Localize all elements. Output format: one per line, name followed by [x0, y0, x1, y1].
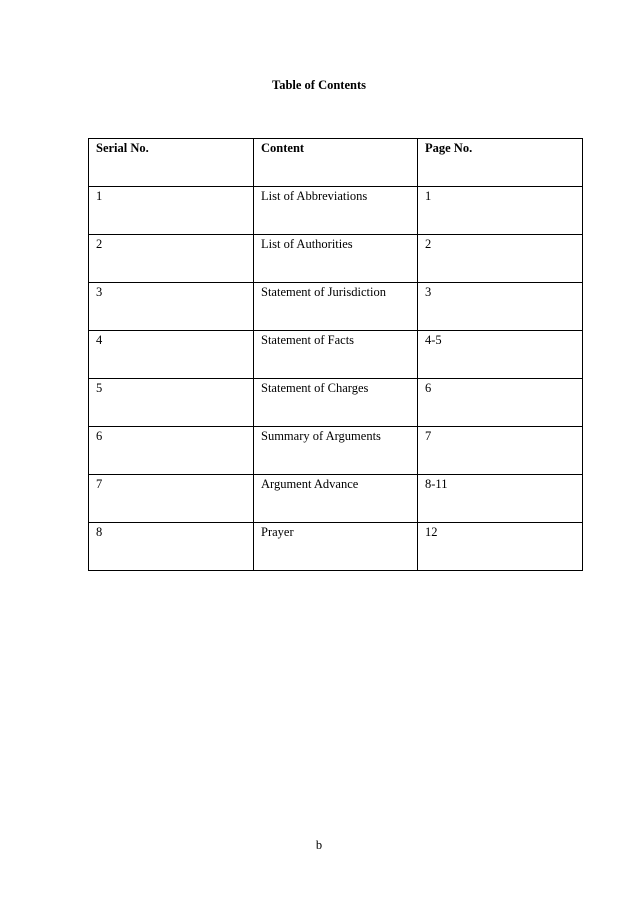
serial-cell: 3 — [89, 283, 254, 331]
table-row — [89, 187, 583, 235]
page-cell: 1 — [418, 187, 583, 235]
content-cell: List of Abbreviations — [254, 187, 418, 235]
page-cell: 8-11 — [418, 475, 583, 523]
serial-cell: 7 — [89, 475, 254, 523]
table-row — [89, 331, 583, 379]
content-cell: Statement of Jurisdiction — [254, 283, 418, 331]
page-cell: 6 — [418, 379, 583, 427]
content-cell: List of Authorities — [254, 235, 418, 283]
serial-cell: 4 — [89, 331, 254, 379]
table-header-row — [89, 139, 583, 187]
column-header-content: Content — [254, 139, 418, 187]
content-cell: Statement of Facts — [254, 331, 418, 379]
serial-cell: 6 — [89, 427, 254, 475]
serial-cell: 2 — [89, 235, 254, 283]
content-cell: Summary of Arguments — [254, 427, 418, 475]
table-row — [89, 379, 583, 427]
column-header-serial: Serial No. — [89, 139, 254, 187]
table-row — [89, 283, 583, 331]
serial-cell: 8 — [89, 523, 254, 571]
page-cell: 2 — [418, 235, 583, 283]
page-title: Table of Contents — [272, 78, 366, 92]
page-cell: 3 — [418, 283, 583, 331]
page-cell: 12 — [418, 523, 583, 571]
content-cell: Prayer — [254, 523, 418, 571]
page-number: b — [315, 838, 323, 852]
page-cell: 4-5 — [418, 331, 583, 379]
table-row — [89, 427, 583, 475]
serial-cell: 1 — [89, 187, 254, 235]
table-row — [89, 475, 583, 523]
table-row — [89, 523, 583, 571]
column-header-page: Page No. — [418, 139, 583, 187]
table-row — [89, 235, 583, 283]
content-cell: Argument Advance — [254, 475, 418, 523]
page-cell: 7 — [418, 427, 583, 475]
contents-table — [88, 138, 583, 571]
serial-cell: 5 — [89, 379, 254, 427]
content-cell: Statement of Charges — [254, 379, 418, 427]
